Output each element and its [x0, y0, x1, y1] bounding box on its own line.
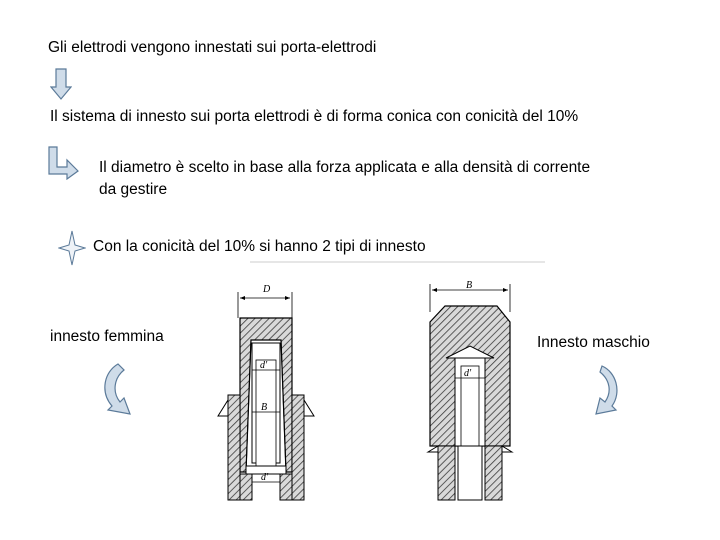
label-male: Innesto maschio: [537, 334, 650, 351]
intro-text: Gli elettrodi vengono innestati sui porta-elettrodi: [48, 39, 377, 56]
female-coupling-drawing: [218, 292, 314, 500]
female-dim-middle: B: [261, 402, 268, 413]
male-dim-inner: d': [464, 368, 472, 379]
diameter-text-line1: Il diametro è scelto in base alla forza applicata e alla densità di corrente: [99, 159, 591, 176]
female-dim-top: D: [263, 284, 271, 295]
types-text: Con la conicità del 10% si hanno 2 tipi di innesto: [93, 238, 426, 255]
label-female: innesto femmina: [50, 328, 164, 345]
female-dim-bottom: d': [261, 472, 269, 483]
male-dim-top: B: [466, 280, 473, 291]
female-dim-inner-top: d': [260, 360, 268, 371]
male-coupling-drawing: [428, 284, 512, 500]
conical-system-text: Il sistema di innesto sui porta elettrodi è di forma conica con conicità del 10%: [50, 108, 579, 125]
diameter-text-line2: da gestire: [99, 181, 168, 198]
